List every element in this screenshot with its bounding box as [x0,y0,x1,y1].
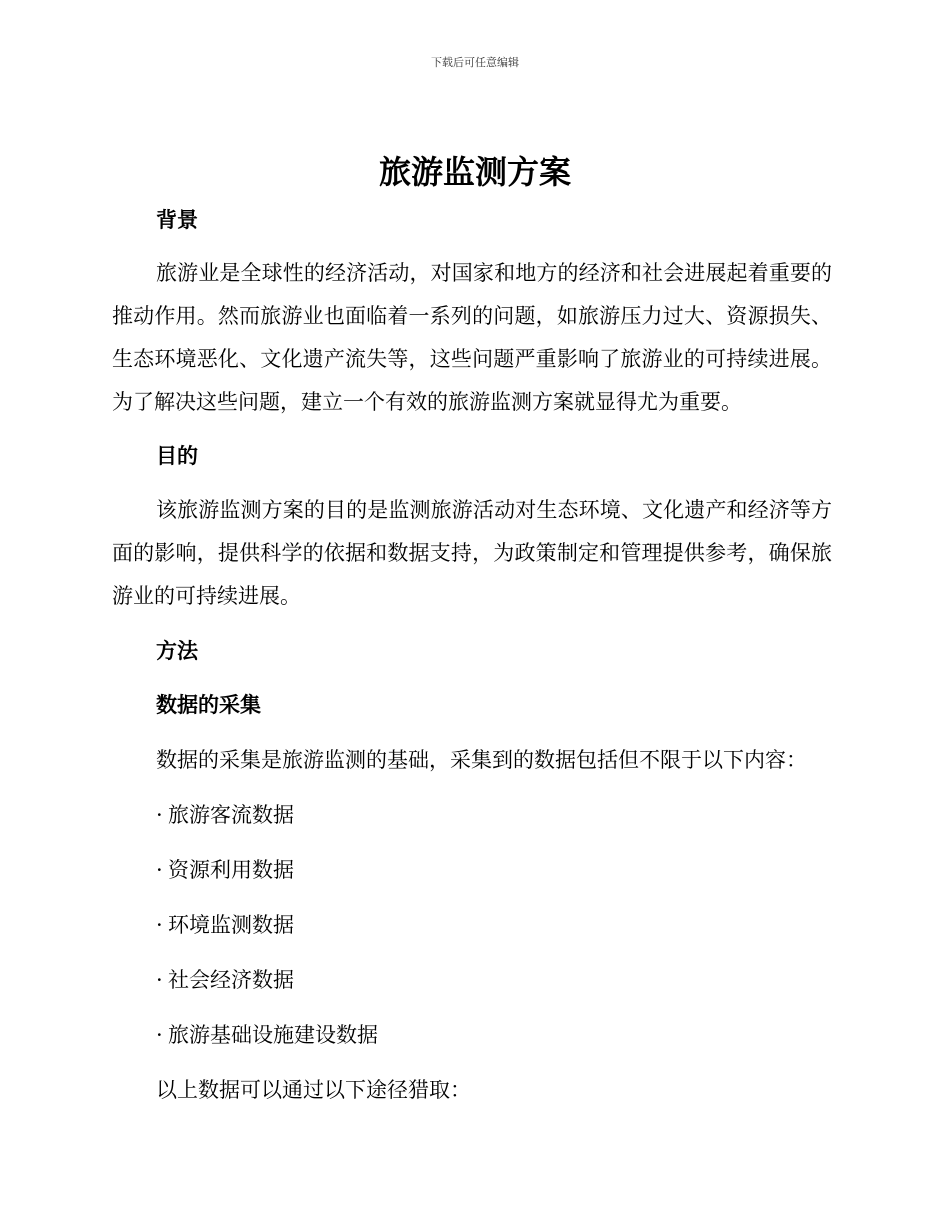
list-item [156,800,294,830]
section-heading-method: 方法 [156,639,198,663]
bullet-icon: · [156,913,163,937]
page-header-note: 下载后可任意编辑 [431,56,519,69]
section-heading-purpose: 目的 [156,444,198,468]
background-paragraph: 旅游业是全球性的经济活动，对国家和地方的经济和社会进展起着重要的推动作用。然而旅游业也面临着一系列的问题，如旅游压力过大、资源损失、生态环境恶化、文化遗产流失等，这些问题严重影响了旅游业的可持续进展。为了解决这些问题，建立一个有效的旅游监测方案就显得尤为重要。 [112,261,832,414]
bullet-icon: · [156,803,163,827]
list-item-label: 社会经济数据 [168,968,294,992]
bullet-icon: · [156,1023,163,1047]
data-collection-intro: 数据的采集是旅游监测的基础，采集到的数据包括但不限于以下内容： [156,748,807,772]
list-item-label: 旅游基础设施建设数据 [168,1023,378,1047]
data-collection-outro: 以上数据可以通过以下途径猎取： [156,1078,471,1102]
list-item-label: 旅游客流数据 [168,803,294,827]
list-item-label: 环境监测数据 [168,913,294,937]
bullet-icon: · [156,968,163,992]
list-item [156,855,294,885]
bullet-icon: · [156,858,163,882]
purpose-paragraph: 该旅游监测方案的目的是监测旅游活动对生态环境、文化遗产和经济等方面的影响，提供科学的依据和数据支持，为政策制定和管理提供参考，确保旅游业的可持续进展。 [112,498,832,608]
list-item [156,910,294,940]
list-item-label: 资源利用数据 [168,858,294,882]
document-title: 旅游监测方案 [378,153,571,191]
list-item [156,1020,378,1050]
list-item [156,965,294,995]
subsection-heading-data-collection: 数据的采集 [156,693,261,717]
section-heading-background: 背景 [156,208,198,232]
